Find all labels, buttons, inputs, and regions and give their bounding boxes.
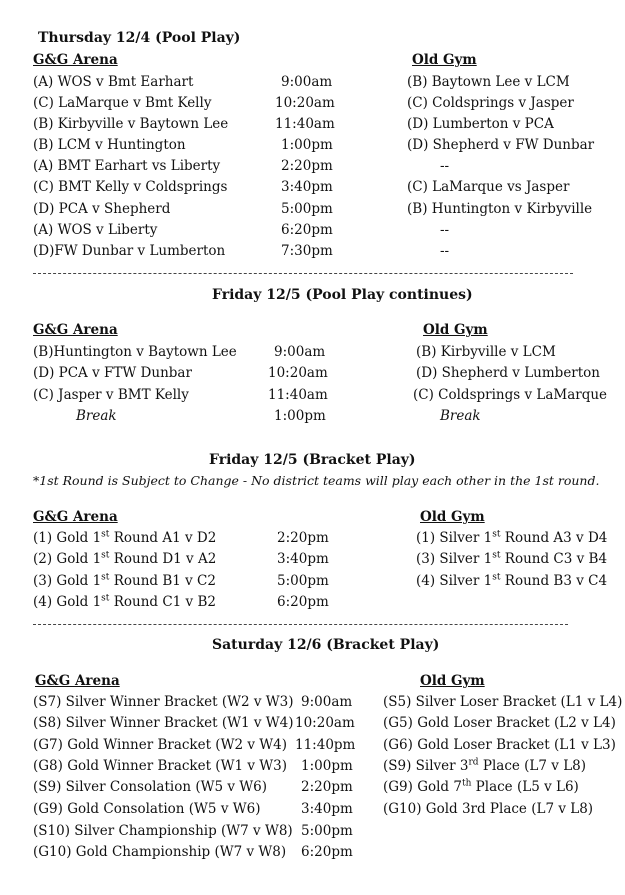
game-right: (D) Shepherd v FW Dunbar — [407, 137, 595, 153]
friday-bracket-row — [0, 592, 625, 613]
friday-pool-venue-left: G&G Arena — [33, 322, 118, 338]
saturday-row — [0, 692, 625, 713]
game-time: 3:40pm — [281, 179, 333, 195]
game-left: (D) PCA v FTW Dunbar — [33, 365, 192, 381]
friday-bracket-row — [0, 549, 625, 570]
game-left: (A) WOS v Bmt Earhart — [33, 74, 194, 90]
game-time: 2:20pm — [281, 158, 333, 174]
game-time: 1:00pm — [301, 758, 353, 774]
game-left: (B)Huntington v Baytown Lee — [33, 344, 237, 360]
friday-bracket-venue-left: G&G Arena — [33, 509, 118, 525]
game-left: (G8) Gold Winner Bracket (W1 v W3) — [33, 758, 287, 774]
game-right: -- — [440, 243, 450, 259]
game-left: (1) Gold 1st Round A1 v D2 — [33, 529, 217, 546]
game-right: (C) Coldsprings v LaMarque — [413, 387, 608, 403]
game-time: 9:00am — [281, 74, 333, 90]
saturday-row — [0, 756, 625, 777]
game-left: (G7) Gold Winner Bracket (W2 v W4) — [33, 737, 287, 753]
game-left: (D)FW Dunbar v Lumberton — [33, 243, 226, 259]
thursday-row — [0, 135, 625, 156]
game-time: 5:00pm — [301, 823, 353, 839]
game-time: 3:40pm — [301, 801, 353, 817]
saturday-row — [0, 842, 625, 863]
friday-pool-title: Friday 12/5 (Pool Play continues) — [212, 287, 473, 303]
friday-pool-row — [0, 406, 625, 427]
game-right: (G6) Gold Loser Bracket (L1 v L3) — [383, 737, 616, 753]
game-right: (B) Baytown Lee v LCM — [407, 74, 570, 90]
game-left: (C) BMT Kelly v Coldsprings — [33, 179, 228, 195]
game-time: 10:20am — [295, 715, 355, 731]
game-left: (C) Jasper v BMT Kelly — [33, 387, 189, 403]
game-right: (B) Huntington v Kirbyville — [407, 201, 593, 217]
game-left: (S9) Silver Consolation (W5 v W6) — [33, 779, 268, 795]
thursday-title: Thursday 12/4 (Pool Play) — [38, 30, 241, 46]
game-time: 11:40pm — [295, 737, 356, 753]
game-right: (D) Lumberton v PCA — [407, 116, 554, 132]
friday-bracket-venue-right: Old Gym — [420, 509, 485, 525]
game-left: (G9) Gold Consolation (W5 v W6) — [33, 801, 261, 817]
saturday-venue-right: Old Gym — [420, 673, 485, 689]
thursday-row — [0, 72, 625, 93]
thursday-venue-right: Old Gym — [412, 52, 477, 68]
break-label-right: Break — [440, 408, 481, 424]
game-right: (S5) Silver Loser Bracket (L1 v L4) — [383, 694, 623, 710]
saturday-title: Saturday 12/6 (Bracket Play) — [212, 637, 440, 653]
friday-pool-row — [0, 385, 625, 406]
game-right: (C) Coldsprings v Jasper — [407, 95, 574, 111]
section-divider — [33, 273, 573, 274]
friday-bracket-title: Friday 12/5 (Bracket Play) — [209, 452, 416, 468]
game-time: 5:00pm — [277, 573, 329, 589]
game-time: 5:00pm — [281, 201, 333, 217]
game-left: (A) WOS v Liberty — [33, 222, 158, 238]
game-right: (G10) Gold 3rd Place (L7 v L8) — [383, 801, 594, 817]
game-time: 11:40am — [268, 387, 328, 403]
game-time: 6:20pm — [281, 222, 333, 238]
game-left: (C) LaMarque v Bmt Kelly — [33, 95, 212, 111]
game-time: 7:30pm — [281, 243, 333, 259]
game-time: 9:00am — [274, 344, 326, 360]
game-left: (A) BMT Earhart vs Liberty — [33, 158, 221, 174]
saturday-row — [0, 735, 625, 756]
thursday-row — [0, 220, 625, 241]
game-right: (1) Silver 1st Round A3 v D4 — [416, 529, 608, 546]
game-time: 6:20pm — [301, 844, 353, 860]
game-right: (B) Kirbyville v LCM — [416, 344, 556, 360]
game-time: 1:00pm — [274, 408, 326, 424]
thursday-row — [0, 241, 625, 262]
game-left: (D) PCA v Shepherd — [33, 201, 171, 217]
game-right: (C) LaMarque vs Jasper — [407, 179, 570, 195]
game-time: 10:20am — [275, 95, 335, 111]
game-right: (S9) Silver 3rd Place (L7 v L8) — [383, 757, 587, 774]
game-time: 9:00am — [301, 694, 353, 710]
friday-pool-venue-right: Old Gym — [423, 322, 488, 338]
friday-bracket-row — [0, 571, 625, 592]
friday-pool-row — [0, 363, 625, 384]
thursday-row — [0, 93, 625, 114]
thursday-row — [0, 114, 625, 135]
game-left: (S10) Silver Championship (W7 v W8) — [33, 823, 293, 839]
break-label-left: Break — [76, 408, 117, 424]
game-left: (B) LCM v Huntington — [33, 137, 186, 153]
friday-pool-row — [0, 342, 625, 363]
section-divider — [33, 624, 568, 625]
saturday-row — [0, 777, 625, 798]
saturday-row — [0, 713, 625, 734]
game-time: 1:00pm — [281, 137, 333, 153]
game-left: (3) Gold 1st Round B1 v C2 — [33, 572, 216, 589]
game-right: -- — [440, 158, 450, 174]
saturday-row — [0, 821, 625, 842]
thursday-row — [0, 156, 625, 177]
friday-bracket-row — [0, 528, 625, 549]
game-left: (G10) Gold Championship (W7 v W8) — [33, 844, 287, 860]
game-right: (3) Silver 1st Round C3 v B4 — [416, 550, 608, 567]
thursday-venue-left: G&G Arena — [33, 52, 118, 68]
game-left: (S8) Silver Winner Bracket (W1 v W4) — [33, 715, 294, 731]
saturday-row — [0, 799, 625, 820]
game-right: (G5) Gold Loser Bracket (L2 v L4) — [383, 715, 616, 731]
game-time: 11:40am — [275, 116, 335, 132]
game-right: (G9) Gold 7th Place (L5 v L6) — [383, 778, 579, 795]
game-right: (4) Silver 1st Round B3 v C4 — [416, 572, 608, 589]
game-time: 2:20pm — [277, 530, 329, 546]
game-right: -- — [440, 222, 450, 238]
game-time: 10:20am — [268, 365, 328, 381]
game-left: (4) Gold 1st Round C1 v B2 — [33, 593, 216, 610]
game-left: (S7) Silver Winner Bracket (W2 v W3) — [33, 694, 294, 710]
thursday-row — [0, 199, 625, 220]
game-left: (2) Gold 1st Round D1 v A2 — [33, 550, 217, 567]
game-right: (D) Shepherd v Lumberton — [416, 365, 601, 381]
game-time: 2:20pm — [301, 779, 353, 795]
bracket-note: *1st Round is Subject to Change - No district teams will play each other in the 1st round. — [33, 473, 600, 488]
thursday-row — [0, 177, 625, 198]
game-time: 6:20pm — [277, 594, 329, 610]
saturday-venue-left: G&G Arena — [35, 673, 120, 689]
game-left: (B) Kirbyville v Baytown Lee — [33, 116, 229, 132]
game-time: 3:40pm — [277, 551, 329, 567]
